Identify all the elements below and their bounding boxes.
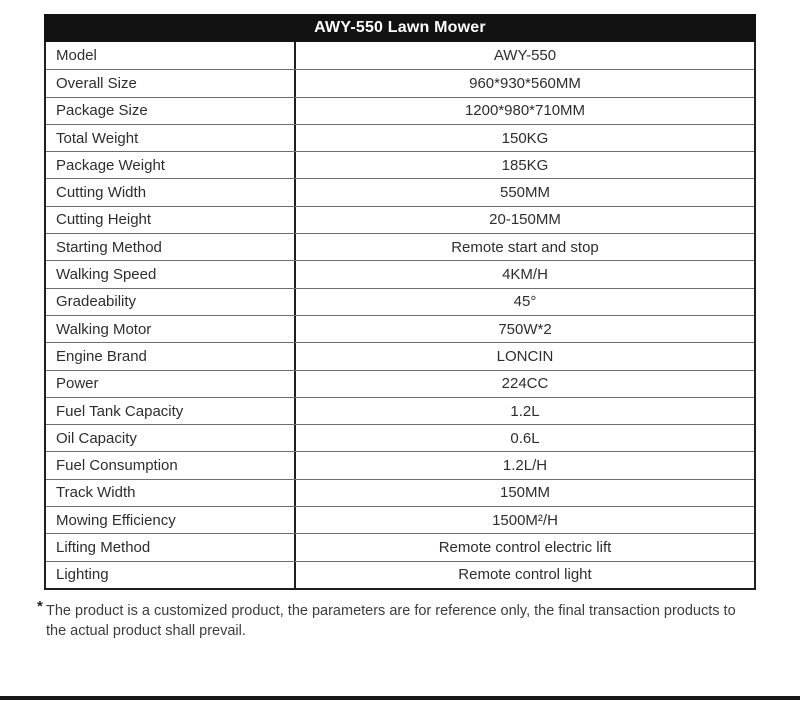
spec-row-value: 0.6L: [510, 429, 540, 447]
spec-row: [46, 397, 754, 424]
spec-row-label: Lifting Method: [46, 534, 296, 560]
spec-row: [46, 561, 754, 588]
spec-row-label: Starting Method: [46, 234, 296, 260]
spec-row-label: Oil Capacity: [46, 425, 296, 451]
spec-row: [46, 206, 754, 233]
spec-row: [46, 124, 754, 151]
spec-row: [46, 533, 754, 560]
spec-row: [46, 451, 754, 478]
footnote-line-1: The product is a customized product, the parameters are for reference only, the final transaction products to: [46, 603, 736, 619]
footnote-line-2: the actual product shall prevail.: [46, 623, 246, 639]
spec-row-label: Walking Speed: [46, 261, 296, 287]
spec-row-value: AWY-550: [493, 47, 557, 65]
spec-row-label: Track Width: [46, 480, 296, 506]
spec-row-label: Overall Size: [46, 70, 296, 96]
spec-row-label: Gradeability: [46, 289, 296, 315]
spec-row-value: LONCIN: [496, 347, 554, 365]
spec-row: [46, 42, 754, 69]
spec-row-label: Lighting: [46, 562, 296, 588]
spec-row-label: Model: [46, 42, 296, 69]
spec-row: [46, 260, 754, 287]
spec-table-body: [44, 42, 756, 590]
spec-row: [46, 424, 754, 451]
spec-row: [46, 97, 754, 124]
spec-row: [46, 315, 754, 342]
spec-row-label: Mowing Efficiency: [46, 507, 296, 533]
spec-row-value: 1.2L: [510, 402, 540, 420]
spec-row-value: 150MM: [499, 484, 551, 502]
spec-row-label: Cutting Height: [46, 207, 296, 233]
spec-row-label: Total Weight: [46, 125, 296, 151]
footnote-asterisk: *: [37, 598, 43, 615]
spec-row-value: 185KG: [501, 156, 549, 174]
spec-row-label: Package Size: [46, 98, 296, 124]
spec-row: [46, 370, 754, 397]
spec-row-value: 750W*2: [498, 320, 552, 338]
spec-row: [46, 506, 754, 533]
spec-row-value: 20-150MM: [489, 211, 561, 229]
spec-row: [46, 151, 754, 178]
spec-row-value: 224CC: [501, 375, 549, 393]
spec-row-value: 1500M²/H: [492, 511, 558, 529]
spec-row-value: 45°: [513, 293, 537, 311]
spec-table-title-bar: [44, 14, 756, 42]
spec-row: [46, 342, 754, 369]
bottom-divider-bar: [0, 696, 800, 700]
spec-row-value: Remote start and stop: [451, 238, 599, 256]
spec-row-value: 150KG: [501, 129, 549, 147]
spec-table-title: AWY-550 Lawn Mower: [314, 19, 486, 36]
spec-table: [44, 14, 756, 590]
spec-row: [46, 178, 754, 205]
spec-row-value: 4KM/H: [502, 266, 548, 284]
spec-row: [46, 69, 754, 96]
spec-row-value: 1200*980*710MM: [464, 102, 586, 120]
spec-row-label: Fuel Tank Capacity: [46, 398, 296, 424]
spec-row-label: Engine Brand: [46, 343, 296, 369]
spec-row-label: Power: [46, 371, 296, 397]
spec-row-label: Package Weight: [46, 152, 296, 178]
spec-row: [46, 288, 754, 315]
spec-row-label: Cutting Width: [46, 179, 296, 205]
spec-row-value: 550MM: [499, 184, 551, 202]
spec-row: [46, 479, 754, 506]
spec-row-value: Remote control light: [458, 566, 592, 584]
spec-row: [46, 233, 754, 260]
spec-row-label: Fuel Consumption: [46, 452, 296, 478]
footnote: [37, 598, 794, 641]
spec-row-value: Remote control electric lift: [438, 538, 612, 556]
spec-row-value: 1.2L/H: [502, 457, 548, 475]
spec-row-label: Walking Motor: [46, 316, 296, 342]
spec-row-value: 960*930*560MM: [469, 74, 581, 92]
